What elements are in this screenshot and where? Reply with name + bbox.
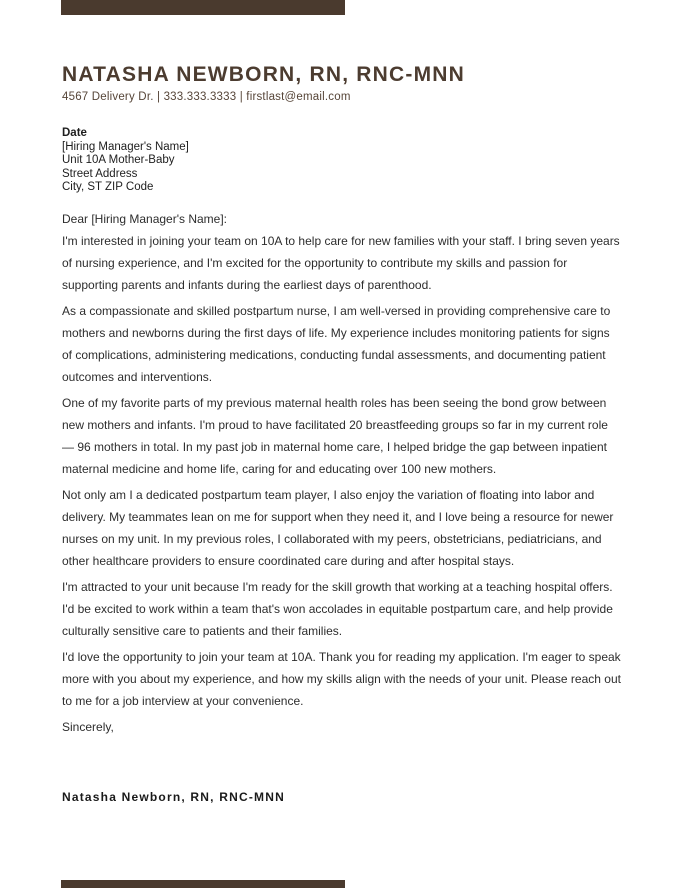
recipient-line-city: City, ST ZIP Code: [62, 181, 154, 193]
page-title: NATASHA NEWBORN, RN, RNC-MNN: [62, 63, 466, 86]
bottom-accent-bar: [61, 880, 345, 888]
paragraph-maternal-health: One of my favorite parts of my previous maternal health roles has been seeing the bond grow between new mothers and infants. I'm proud to have facilitated 20 breastfeeding groups so far in my current role — 96 mothers in total. In my past job in maternal home care, I helped bridge the gap between inpatient maternal medicine and home life, caring for and educating over 100 new mothers.: [62, 395, 608, 476]
recipient-address-block: [62, 127, 622, 195]
paragraph-experience: As a compassionate and skilled postpartum nurse, I am well-versed in providing comprehensive care to mothers and newborns during the first days of life. My experience includes monitoring patients for signs of complications, administering medications, conducting fundal assessments, and documenting patient outcomes and interventions.: [62, 303, 611, 384]
signature-name: Natasha Newborn, RN, RNC-MNN: [62, 789, 285, 804]
paragraph-teamwork: Not only am I a dedicated postpartum team player, I also enjoy the variation of floating into labor and delivery. My teammates lean on me for support when they need it, and I love being a resource for newer nurses on my unit. In my previous roles, I collaborated with my peers, obstetricians, pediatricians, and other healthcare providers to ensure coordinated care during and after hospital stays.: [62, 487, 614, 568]
recipient-line-unit: Unit 10A Mother-Baby: [62, 154, 175, 166]
contact-info-line: 4567 Delivery Dr. | 333.333.3333 | firstlast@email.com: [62, 91, 351, 103]
recipient-line-street: Street Address: [62, 167, 138, 180]
paragraph-motivation: I'm attracted to your unit because I'm ready for the skill growth that working at a teaching hospital offers. I'd be excited to work within a team that's won accolades in equitable postpartum care, and help provide culturally sensitive care to patients and their families.: [62, 579, 613, 638]
closing-valediction: Sincerely,: [62, 719, 114, 734]
paragraph-call-to-action: I'd love the opportunity to join your team at 10A. Thank you for reading my application. I'm eager to speak more with you about my experience, and how my skills align with the needs of your unit. Please reach out to me for a job interview at your convenience.: [62, 649, 621, 708]
salutation: Dear [Hiring Manager's Name]:: [62, 211, 228, 226]
letter-body: [62, 208, 622, 808]
paragraph-intro: I'm interested in joining your team on 10A to help care for new families with your staff. I bring seven years of nursing experience, and I'm excited for the opportunity to contribute my skills and passion for supporting parents and infants during the earliest days of parenthood.: [62, 233, 620, 292]
letter-content: [62, 0, 622, 808]
recipient-line-name: [Hiring Manager's Name]: [62, 140, 189, 153]
date-label: Date: [62, 127, 87, 139]
